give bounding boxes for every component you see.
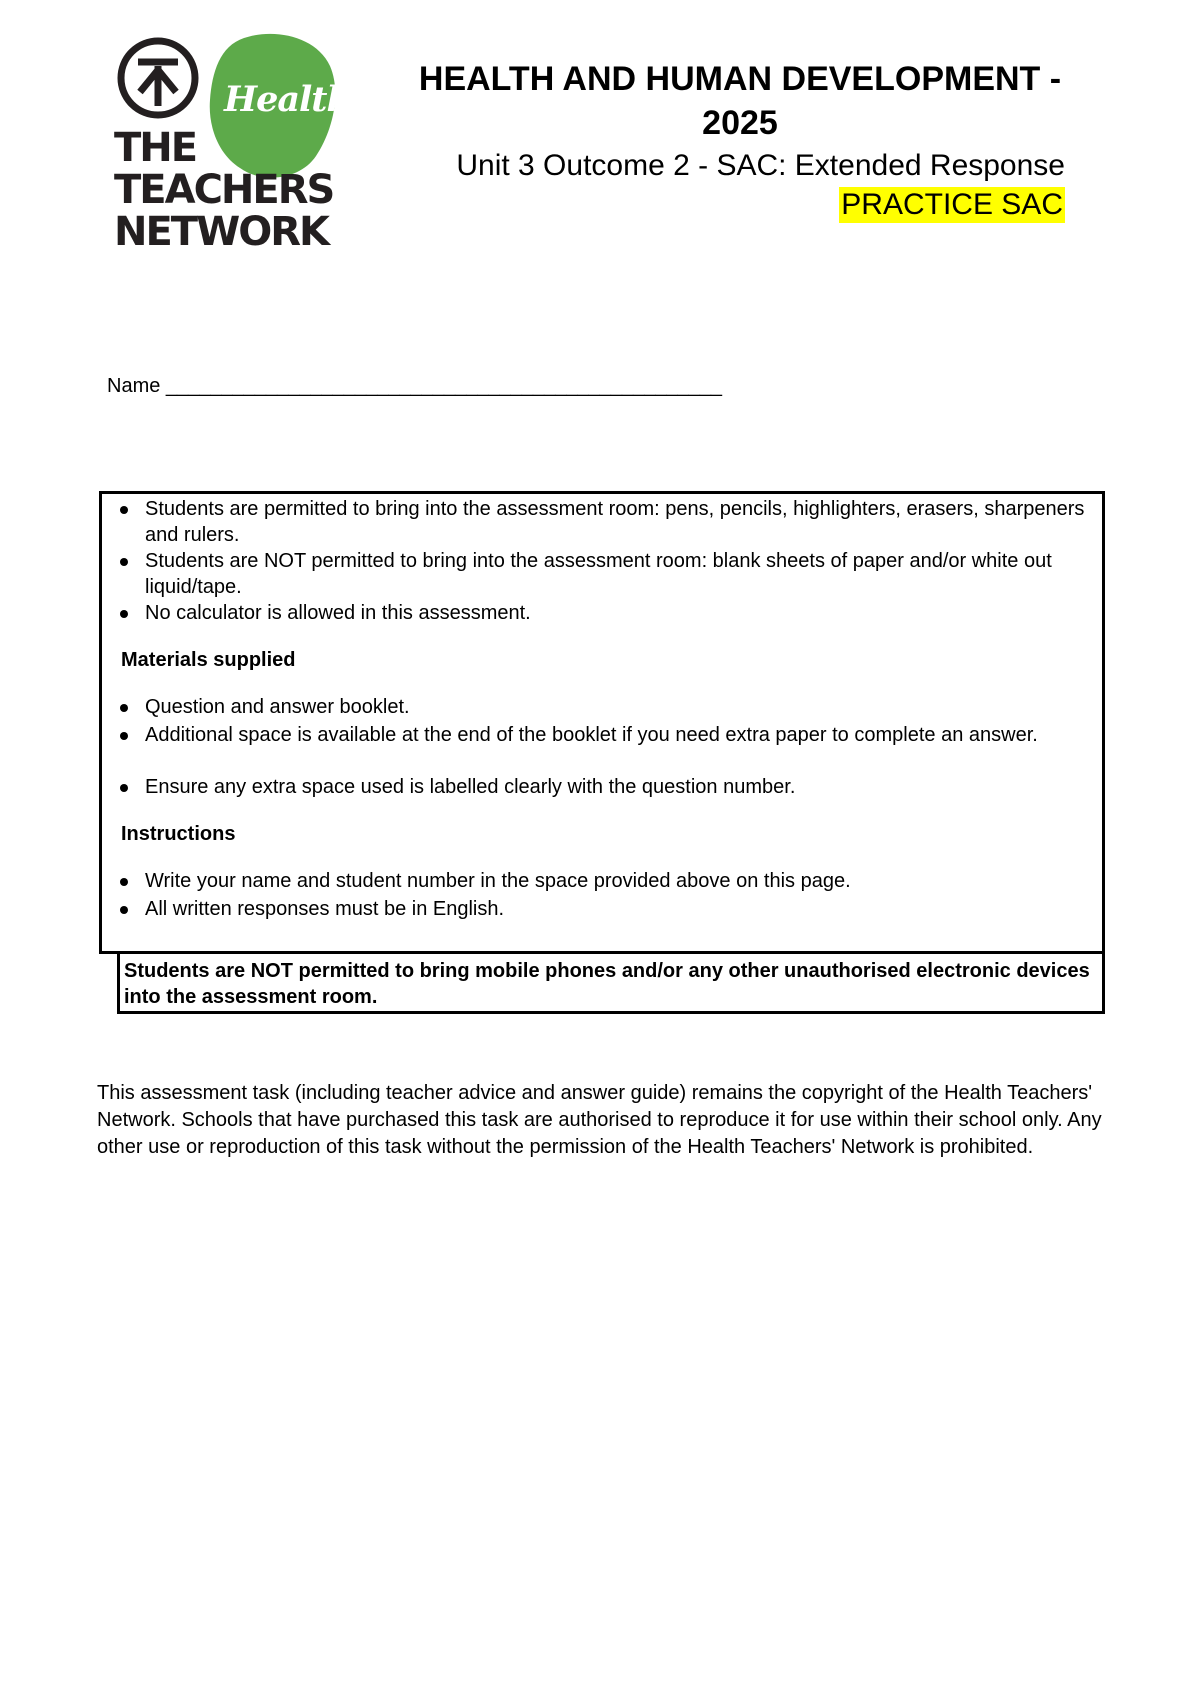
materials-bullet-2 (145, 722, 1105, 748)
materials-text-2: Additional space is available at the end of the booklet if you need extra paper to complete an answer. (145, 724, 1038, 746)
document-subtitle: Unit 3 Outcome 2 - SAC: Extended Response (456, 149, 1065, 182)
bullet-icon (120, 610, 128, 618)
rule-text-3: No calculator is allowed in this assessment. (145, 602, 531, 624)
bullet-icon (120, 558, 128, 566)
materials-bullet-3 (145, 774, 1105, 800)
materials-bullet-1 (145, 694, 1105, 720)
arrow-circle-icon (116, 36, 200, 120)
rule-bullet-1 (145, 496, 1105, 548)
logo-word-network: NETWORK (114, 209, 329, 255)
copyright-notice: This assessment task (including teacher advice and answer guide) remains the copyright of the Health Teachers' Network. Schools that have purchased this task are authorised to reproduce it for use within their school only. Any other use or reproduction of this task without the permission of the Health Teachers' Network is prohibited. (97, 1082, 1102, 1158)
health-badge-text: Health (224, 79, 351, 120)
phone-warning-box (117, 954, 1105, 1014)
materials-text-1: Question and answer booklet. (145, 696, 410, 718)
name-field[interactable]: Name __________________________________________________ (107, 375, 723, 397)
instructions-text-1: Write your name and student number in the space provided above on this page. (145, 870, 851, 892)
rule-text-1: Students are permitted to bring into the assessment room: pens, pencils, highlighters, erasers, sharpeners and rulers. (145, 498, 1085, 546)
bullet-icon (120, 906, 128, 914)
bullet-icon (120, 784, 128, 792)
instructions-text-2: All written responses must be in English. (145, 898, 505, 920)
rule-text-2: Students are NOT permitted to bring into the assessment room: blank sheets of paper and/or white out liquid/tape. (145, 550, 1052, 598)
bullet-icon (120, 878, 128, 886)
rule-bullet-3 (145, 600, 1105, 626)
rule-bullet-2 (145, 548, 1105, 600)
instructions-bullet-1 (145, 868, 1105, 894)
logo-word-the: THE (114, 125, 197, 171)
document-title (380, 57, 1100, 145)
materials-text-3: Ensure any extra space used is labelled clearly with the question number. (145, 776, 796, 798)
title-line-2: 2025 (702, 104, 778, 142)
instructions-bullet-2 (145, 896, 1105, 922)
instructions-heading: Instructions (121, 823, 236, 845)
bullet-icon (120, 506, 128, 514)
logo-word-teachers: TEACHERS (114, 167, 334, 213)
bullet-icon (120, 704, 128, 712)
phone-warning-text: Students are NOT permitted to bring mobile phones and/or any other unauthorised electronic devices into the assessment room. (124, 960, 1090, 1008)
title-line-1: HEALTH AND HUMAN DEVELOPMENT - (418, 60, 1062, 98)
practice-sac-label: PRACTICE SAC (841, 188, 1063, 221)
bullet-icon (120, 732, 128, 740)
materials-heading: Materials supplied (121, 649, 296, 671)
teachers-network-logo (112, 30, 352, 260)
